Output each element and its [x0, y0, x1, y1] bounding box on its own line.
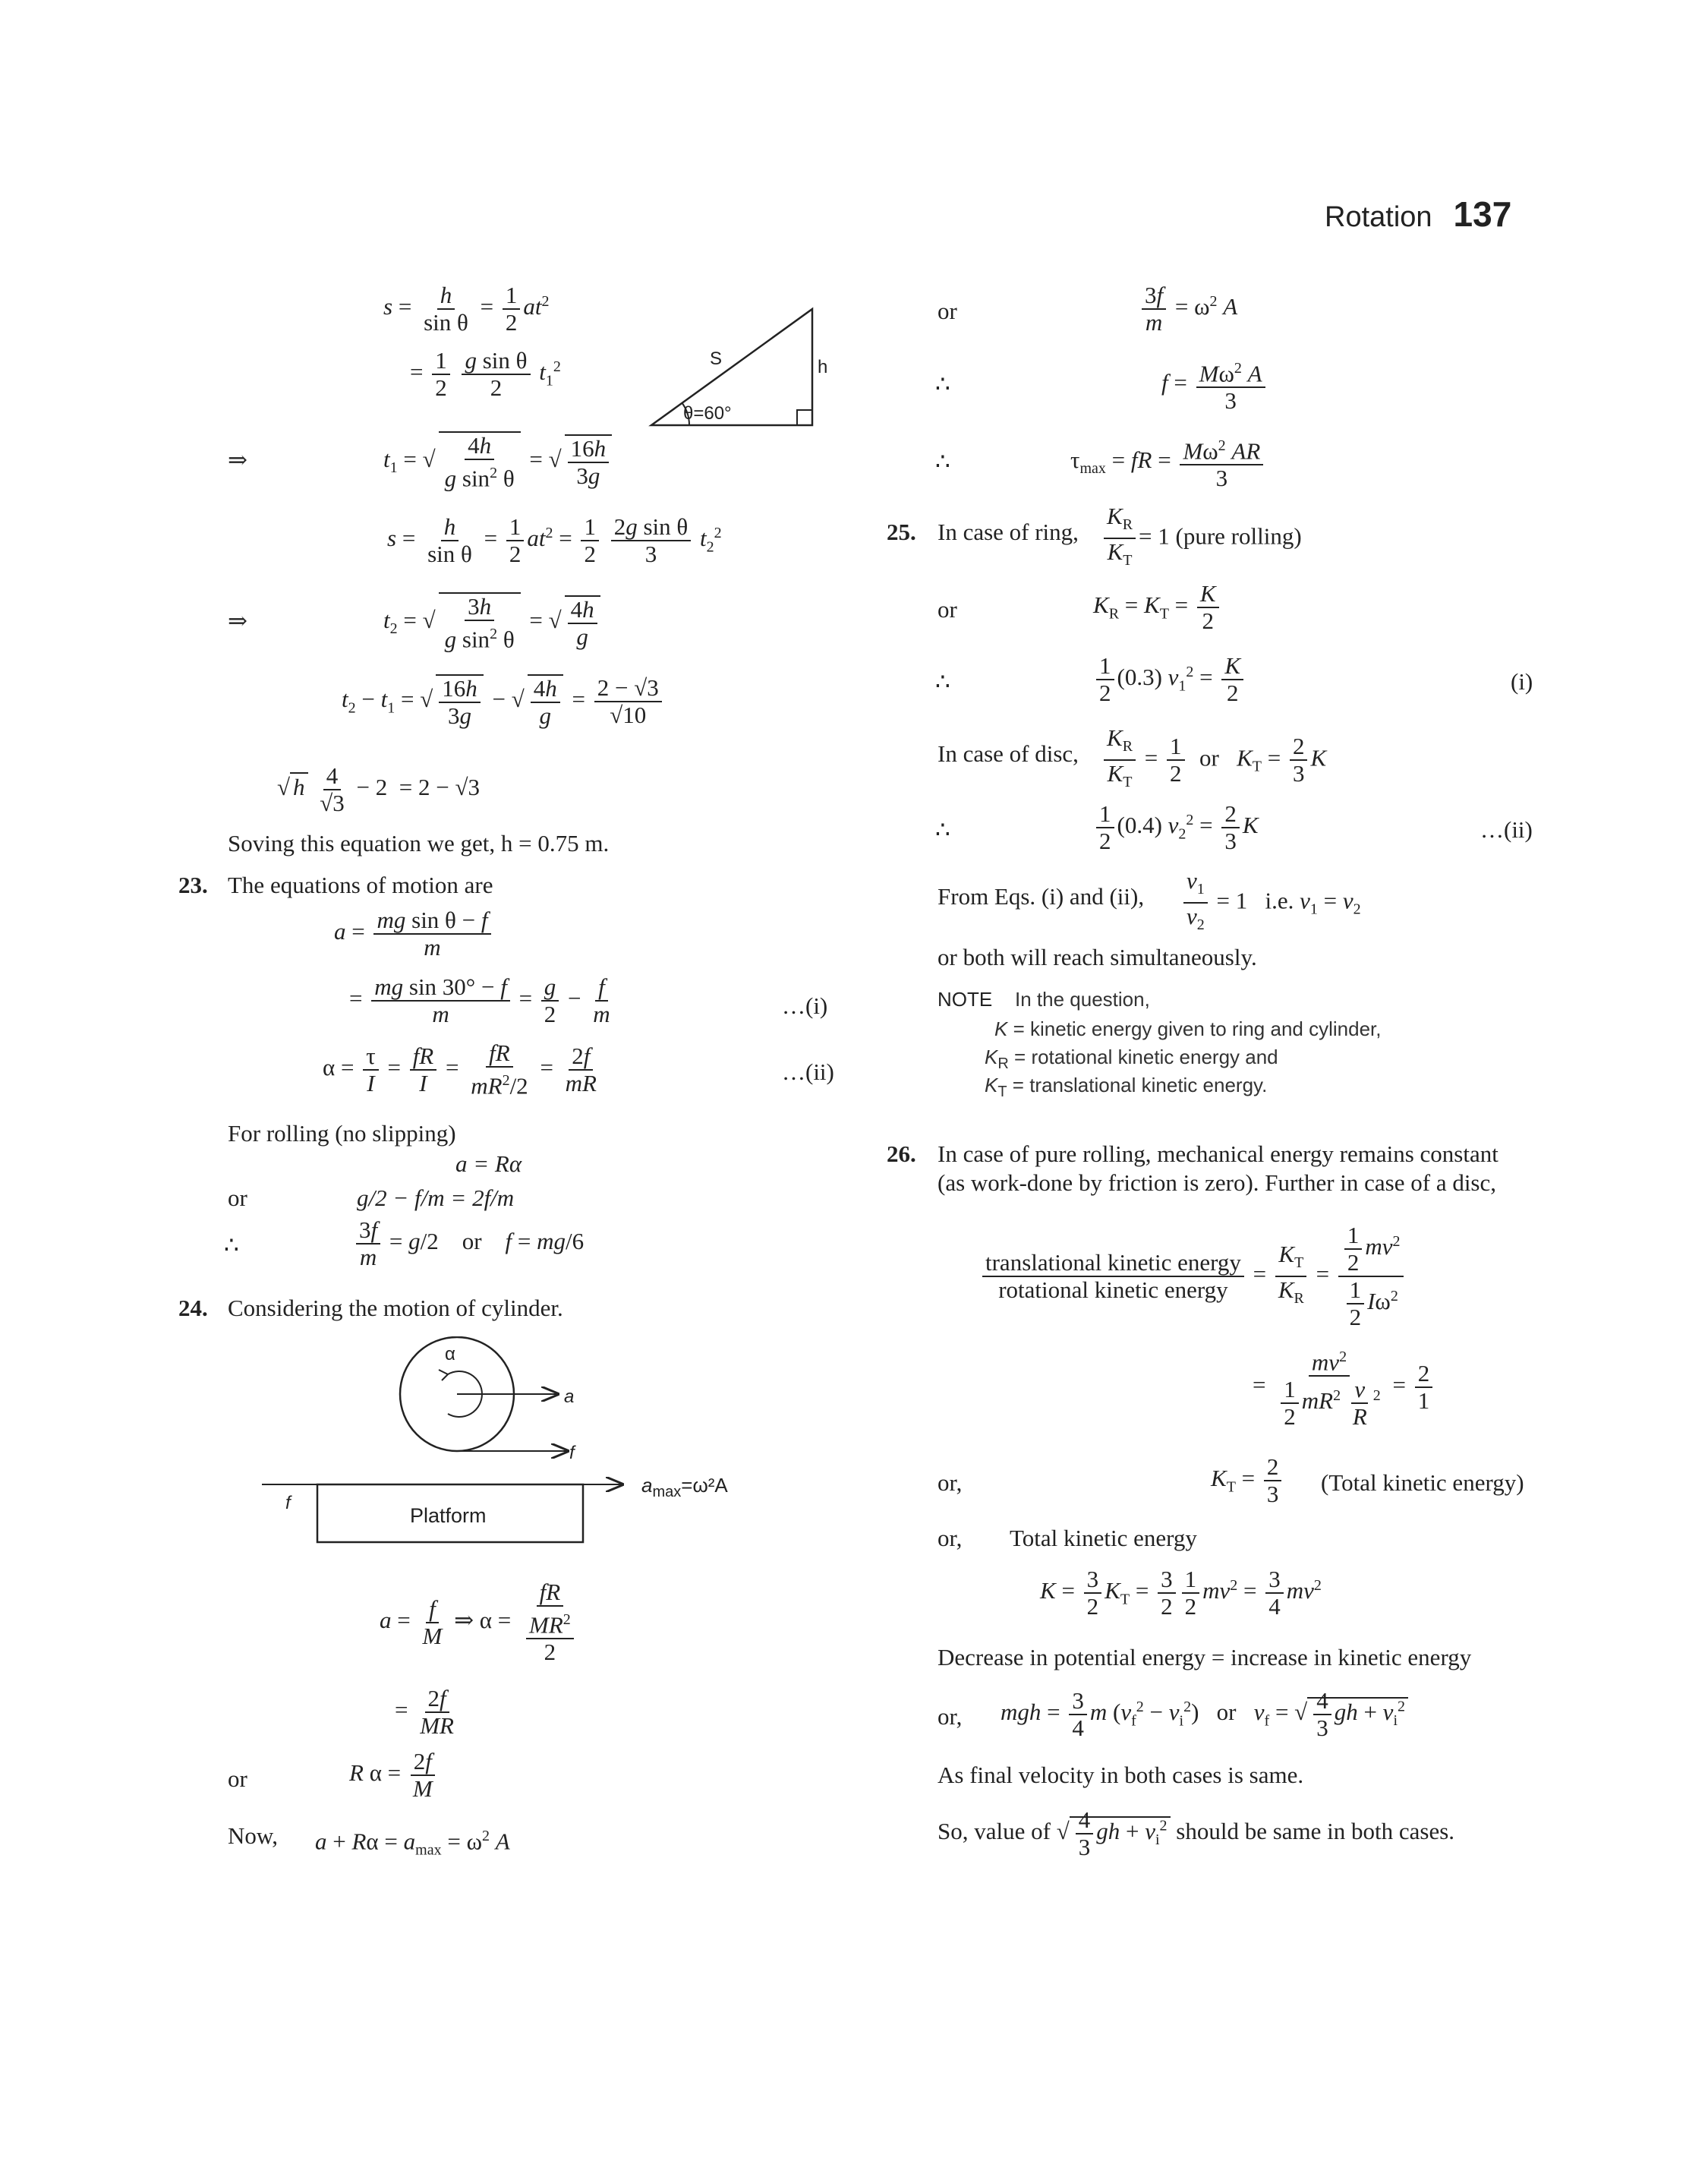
therefore-symbol: ∴	[935, 668, 950, 695]
eq-kt-total: $K_T$ = $\frac{2}{3}$	[1211, 1454, 1284, 1507]
eq-label-ii: …(ii)	[1480, 816, 1533, 843]
eq-3f-m-omega: $\frac{3f}{m}$ = $\omega^2$ A	[1139, 282, 1237, 336]
eq-s-t1: = $\frac{1}{2}$ $\frac{\text{g sin θ}}{2}$ $t_1^2$	[410, 347, 561, 401]
therefore-symbol: ∴	[224, 1232, 239, 1258]
eq-sqrt-h: √ h $\frac{4}{√3}$ − 2 = 2 − √3	[277, 762, 480, 816]
eq-kr-kt-k2: $K_R = K_T$ = $\frac{K}{2}$	[1093, 581, 1222, 634]
eq-ring-energy: $\frac{1}{2}$ (0.3) $v_1^2$ = $\frac{K}{2}$	[1093, 653, 1246, 706]
from-eqs-text: From Eqs. (i) and (ii),	[938, 883, 1145, 910]
total-ke-paren: (Total kinetic energy)	[1321, 1469, 1524, 1496]
eq-t2: $t_2$ = √ $\frac{3h}{g \sin^2 \theta}$ = √ $\frac{4h}{g}$	[383, 592, 603, 652]
eq-total-ke: K = $\frac{3}{2}$ $K_T$ = $\frac{3}{2}$ $\frac{1}{2}$ $mv^2$ = $\frac{3}{4}$ $mv^2$	[1040, 1566, 1322, 1620]
solution-26-line-1: In case of pure rolling, mechanical energy remains constant	[938, 1140, 1498, 1167]
solving-text: Soving this equation we get, h = 0.75 m.	[228, 830, 610, 856]
eq-tau-max: $\tau_{max}$ = fR = $\frac{M\omega^2 AR}{3}$	[1070, 433, 1266, 491]
eq-kr-kt-ring: $\frac{K_R}{K_T}$ = 1 (pure rolling)	[1101, 503, 1302, 573]
eq-a-30: = $\frac{\text{mg sin 30° − f}}{m}$ = $\frac{g}{2}$ − $\frac{f}{m}$	[349, 973, 610, 1027]
eq-disc-energy: $\frac{1}{2}$ (0.4) $v_2^2$ = $\frac{2}{3}$ K	[1093, 801, 1259, 854]
or-label: or	[938, 298, 957, 324]
eq-rolling: a = Rα	[455, 1150, 522, 1177]
or-comma-label: or,	[938, 1469, 963, 1496]
therefore-symbol: ∴	[935, 448, 950, 475]
note-line-1: In the question,	[1015, 988, 1150, 1011]
eq-s-t2: s = $\frac{h}{\text{sin θ}}$ = $\frac{1}{2}$ $at^2$ = $\frac{1}{2}$ $\frac{\text{2g sin θ}}{3}$ $t_2^2$	[387, 513, 722, 567]
or-label: or	[938, 596, 957, 623]
eq-2f-MR: = $\frac{2f}{MR}$	[395, 1685, 454, 1739]
eq-mgh: mgh = $\frac{3}{4}$ m $(v_f^2 - v_i^2)$ or $v_f$ = √ $\frac{4}{3}$ gh + $v_i^2$	[1001, 1688, 1408, 1741]
eq-a-f-M: a = $\frac{f}{M}$ ⇒ α = $\frac{fR}{\frac{MR^2}{2}}$	[380, 1579, 583, 1665]
total-ke-text: Total kinetic energy	[1010, 1525, 1197, 1551]
eq-label-ii: …(ii)	[782, 1058, 834, 1085]
implies-symbol: ⇒	[228, 607, 247, 634]
or-comma-label: or,	[938, 1525, 963, 1551]
or-comma-label: or,	[938, 1703, 963, 1730]
triangle-s-label: S	[710, 349, 723, 369]
or-label: or	[228, 1185, 247, 1211]
eq-ke-ratio-result: = $mv^2$ $\frac{1}{2}$ $mR^2$ $\frac{v}{R}$ $^2$ = $\frac{2}{1}$	[1253, 1344, 1435, 1430]
therefore-symbol: ∴	[935, 371, 950, 397]
figure-a-label: a	[564, 1386, 575, 1407]
rolling-text: For rolling (no slipping)	[228, 1120, 456, 1147]
figure-alpha-label: α	[445, 1344, 455, 1364]
page-number: 137	[1453, 194, 1512, 234]
figure-amax-label: $a_{max}=\omega^2A$	[641, 1474, 728, 1501]
note-line-4: $K_T$ = translational kinetic energy.	[985, 1074, 1268, 1101]
note-label: NOTE	[938, 988, 993, 1011]
eq-alpha: α = $\frac{\tau}{I}$ = $\frac{fR}{I}$ = $\frac{fR}{mR^2/2}$ = $\frac{2f}{mR}$	[323, 1039, 597, 1099]
eq-s-def: s = $\frac{h}{\text{sin θ}}$ = $\frac{1}{2}$ $at^2$	[383, 282, 550, 336]
platform-label: Platform	[410, 1504, 487, 1527]
solution-24-number: 24.	[178, 1295, 208, 1321]
now-label: Now,	[228, 1822, 279, 1849]
decrease-text: Decrease in potential energy = increase in kinetic energy	[938, 1644, 1472, 1670]
eq-kr-kt-disc: $\frac{K_R}{K_T}$ = $\frac{1}{2}$ or $K_T$ = $\frac{2}{3}$ K	[1101, 725, 1326, 795]
eq-a-def: a = $\frac{\text{mg sin θ − f}}{m}$	[334, 907, 494, 961]
final-velocity-text: As final velocity in both cases is same.	[938, 1762, 1304, 1788]
so-value-line: So, value of √ $\frac{4}{3}$ gh + $v_i^2$ should be same in both cases.	[938, 1806, 1455, 1860]
disc-text: In case of disc,	[938, 740, 1079, 767]
eq-t2-minus-t1: $t_2 - t_1$ = √ $\frac{16h}{3g}$ − √ $\frac{4h}{g}$ = $\frac{2 - √3}{√10}$	[342, 674, 665, 729]
eq-label-i: …(i)	[782, 992, 828, 1019]
both-reach-text: or both will reach simultaneously.	[938, 944, 1257, 970]
eq-now: $a + R\alpha = a_{max} = \omega^2$ A	[315, 1828, 510, 1859]
eq-f-omega: f = $\frac{M\omega^2 A}{3}$	[1161, 355, 1268, 414]
solution-26-number: 26.	[887, 1140, 916, 1167]
solution-24-intro: Considering the motion of cylinder.	[228, 1295, 563, 1321]
solution-23-number: 23.	[178, 872, 208, 898]
cylinder-platform-diagram	[258, 1336, 752, 1557]
triangle-angle-label: θ=60°	[683, 403, 732, 424]
note-line-2: K = kinetic energy given to ring and cylinder,	[994, 1017, 1382, 1040]
chapter-title: Rotation	[1325, 201, 1432, 233]
eq-or-g2: g/2 − f/m = 2f/m	[357, 1185, 515, 1211]
solution-26-line-2: (as work-done by friction is zero). Further in case of a disc,	[938, 1169, 1497, 1196]
note-line-3: $K_R$ = rotational kinetic energy and	[985, 1046, 1278, 1073]
figure-f-left-label: f	[285, 1493, 291, 1513]
implies-symbol: ⇒	[228, 446, 247, 473]
eq-R-alpha: R α = $\frac{2f}{M}$	[349, 1749, 439, 1802]
page-header	[1325, 194, 1511, 235]
triangle-h-label: h	[818, 357, 828, 377]
eq-label-i: (i)	[1511, 668, 1533, 695]
or-label: or	[228, 1765, 247, 1792]
therefore-symbol: ∴	[935, 816, 950, 843]
eq-ke-ratio: $\frac{\text{translational kinetic energy}}{\text{rotational kinetic energy}}$ = $\frac{K_T}{K_R}$ = $\frac{1}{2}$ $mv^2$ $\frac{1}{2}$ $I\omega^2$	[979, 1222, 1407, 1330]
eq-t1: $t_1$ = √ $\frac{4h}{g \sin^2 \theta}$ = √ $\frac{16h}{3g}$	[383, 431, 615, 491]
eq-v1-v2: $\frac{v_1}{v_2}$ = 1 i.e. $v_1 = v_2$	[1180, 868, 1361, 938]
figure-f-label: f	[569, 1443, 575, 1463]
eq-3f-m: $\frac{3f}{m}$ = g/2 or f = mg/6	[353, 1217, 584, 1270]
solution-23-intro: The equations of motion are	[228, 872, 493, 898]
solution-25-number: 25.	[887, 519, 916, 545]
ring-text: In case of ring,	[938, 519, 1079, 545]
